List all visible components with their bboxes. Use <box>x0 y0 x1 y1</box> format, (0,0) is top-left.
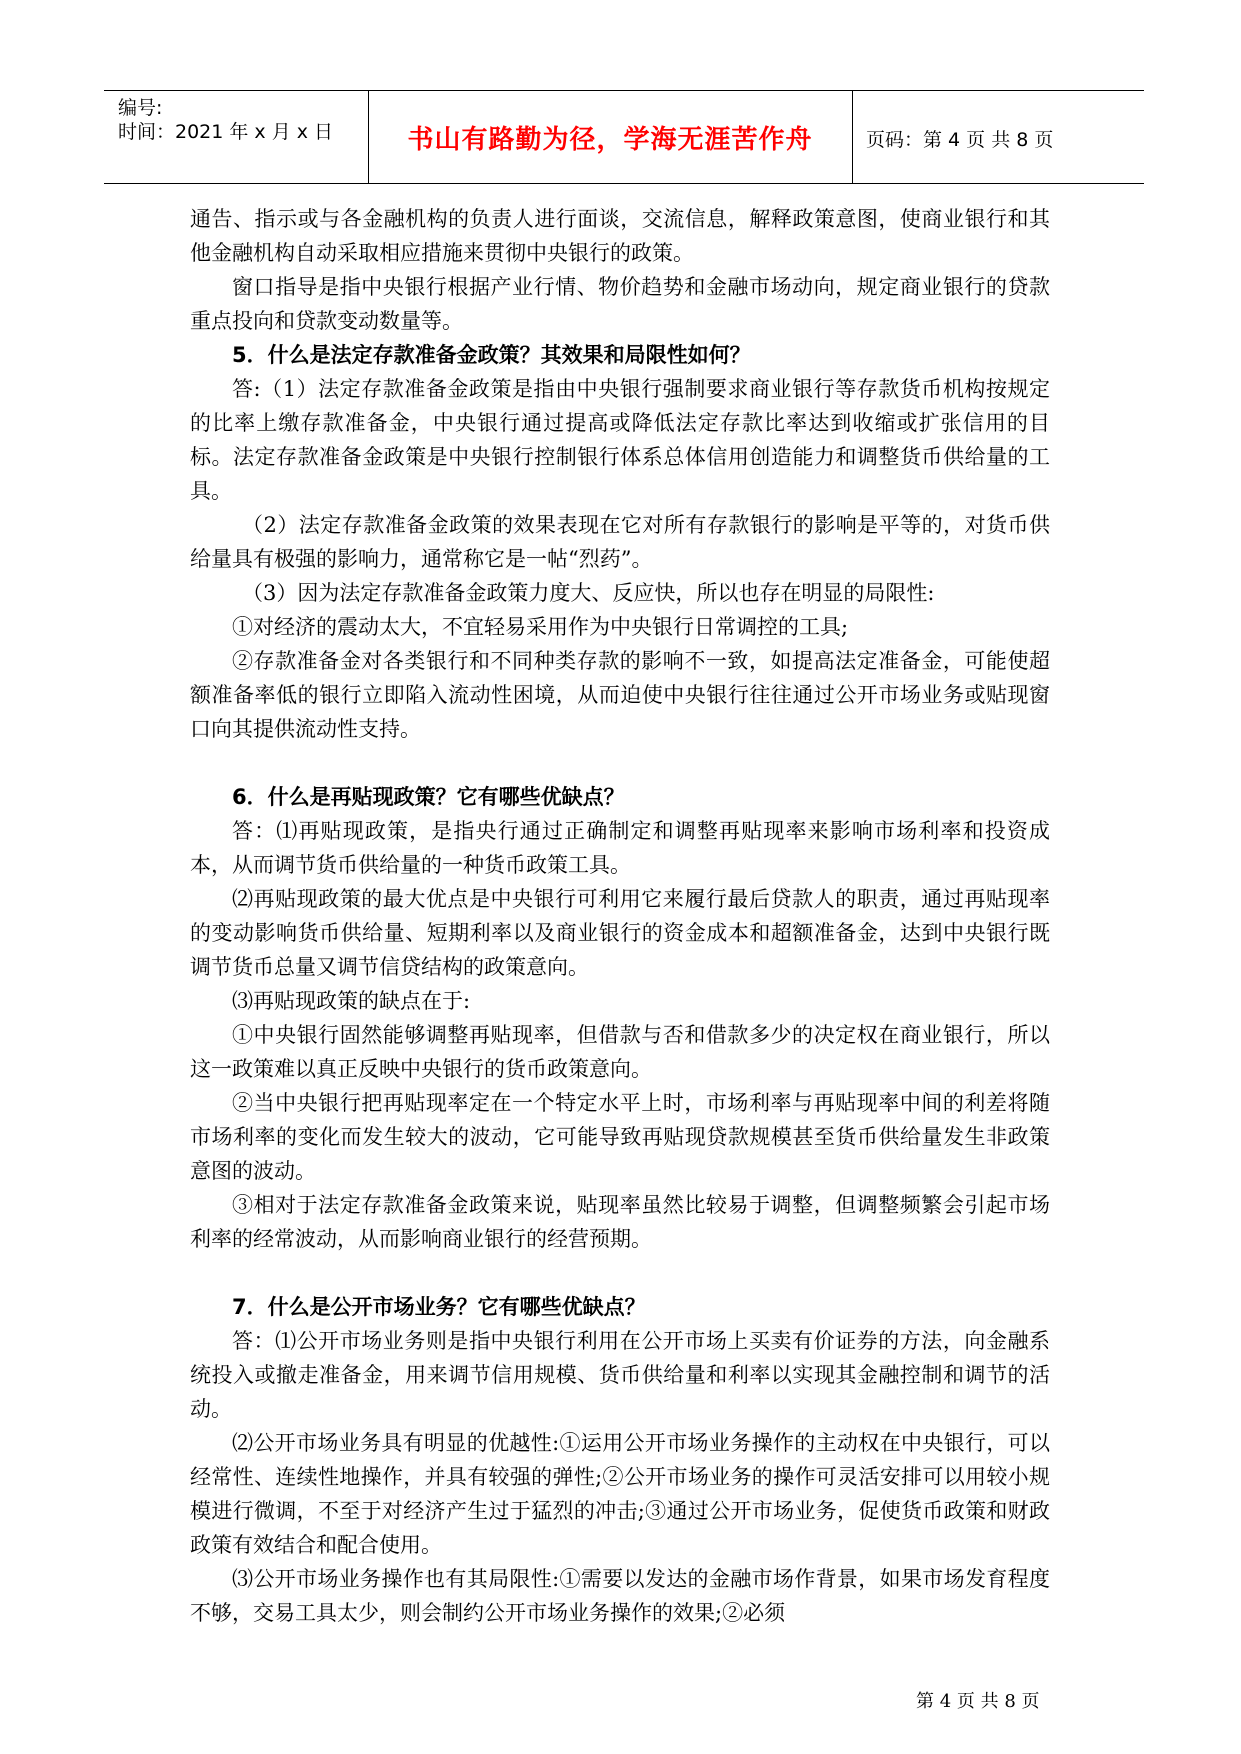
list-item: ③相对于法定存款准备金政策来说，贴现率虽然比较易于调整，但调整频繁会引起市场利率的经常波动，从而影响商业银行的经营预期。 <box>190 1193 1050 1251</box>
paragraph: 答:（1）法定存款准备金政策是指由中央银行强制要求商业银行等存款货币机构按规定的比率上缴存款准备金，中央银行通过提高或降低法定存款比率达到收缩或扩张信用的目标。法定存款准备金政策是中央银行控制银行体系总体信用创造能力和调整货币供给量的工具。 <box>190 377 1050 503</box>
paragraph: ⑵再贴现政策的最大优点是中央银行可利用它来履行最后贷款人的职责，通过再贴现率的变动影响货币供给量、短期利率以及商业银行的资金成本和超额准备金，达到中央银行既调节货币总量又调节信贷结构的政策意向。 <box>190 887 1050 979</box>
paragraph: 通告、指示或与各金融机构的负责人进行面谈，交流信息，解释政策意图，使商业银行和其他金融机构自动采取相应措施来贯彻中央银行的政策。 <box>190 207 1050 265</box>
section-heading: 6．什么是再贴现政策？它有哪些优缺点？ <box>232 785 625 809</box>
page-footer: 第 4 页 共 8 页 <box>916 1691 1040 1712</box>
spacer <box>190 1256 1050 1290</box>
paragraph: ⑶公开市场业务操作也有其局限性:①需要以发达的金融市场作背景，如果市场发育程度不够，交易工具太少，则会制约公开市场业务操作的效果;②必须 <box>190 1567 1050 1625</box>
paragraph: （2）法定存款准备金政策的效果表现在它对所有存款银行的影响是平等的，对货币供给量具有极强的影响力，通常称它是一帖“烈药”。 <box>190 513 1050 571</box>
motto: 书山有路勤为径，学海无涯苦作舟 <box>407 125 813 155</box>
paragraph: 答：⑴公开市场业务则是指中央银行利用在公开市场上买卖有价证券的方法，向金融系统投入或撤走准备金，用来调节信用规模、货币供给量和利率以实现其金融控制和调节的活动。 <box>190 1329 1050 1421</box>
list-item: ①对经济的震动太大，不宜轻易采用作为中央银行日常调控的工具; <box>232 615 849 639</box>
list-item: ②存款准备金对各类银行和不同种类存款的影响不一致，如提高法定准备金，可能使超额准备率低的银行立即陷入流动性困境，从而迫使中央银行往往通过公开市场业务或贴现窗口向其提供流动性支持。 <box>190 649 1050 741</box>
paragraph: 窗口指导是指中央银行根据产业行情、物价趋势和金融市场动向，规定商业银行的贷款重点投向和贷款变动数量等。 <box>190 275 1050 333</box>
date-label: 时间：2021 年 x 月 x 日 <box>118 121 334 143</box>
document-body <box>190 202 1050 1630</box>
header-left-cell <box>104 91 369 183</box>
spacer <box>190 746 1050 780</box>
page-number-label: 页码：第 4 页 共 8 页 <box>866 129 1054 151</box>
page-header <box>104 90 1144 184</box>
header-motto-cell <box>368 91 853 183</box>
paragraph: ⑵公开市场业务具有明显的优越性:①运用公开市场业务操作的主动权在中央银行，可以经常性、连续性地操作，并具有较强的弹性;②公开市场业务的操作可灵活安排可以用较小规模进行微调，不至于对经济产生过于猛烈的冲击;③通过公开市场业务，促使货币政策和财政政策有效结合和配合使用。 <box>190 1431 1050 1557</box>
document-number-label: 编号: <box>118 97 163 119</box>
paragraph: （3）因为法定存款准备金政策力度大、反应快，所以也存在明显的局限性: <box>242 581 935 605</box>
list-item: ②当中央银行把再贴现率定在一个特定水平上时，市场利率与再贴现率中间的利差将随市场利率的变化而发生较大的波动，它可能导致再贴现贷款规模甚至货币供给量发生非政策意图的波动。 <box>190 1091 1050 1183</box>
list-item: ①中央银行固然能够调整再贴现率，但借款与否和借款多少的决定权在商业银行，所以这一政策难以真正反映中央银行的货币政策意向。 <box>190 1023 1050 1081</box>
section-heading: 5．什么是法定存款准备金政策？其效果和局限性如何？ <box>232 343 751 367</box>
paragraph: 答：⑴再贴现政策，是指央行通过正确制定和调整再贴现率来影响市场利率和投资成本，从而调节货币供给量的一种货币政策工具。 <box>190 819 1050 877</box>
paragraph: ⑶再贴现政策的缺点在于: <box>232 989 471 1013</box>
header-right-cell <box>852 91 1144 183</box>
section-heading: 7．什么是公开市场业务？它有哪些优缺点？ <box>232 1295 646 1319</box>
